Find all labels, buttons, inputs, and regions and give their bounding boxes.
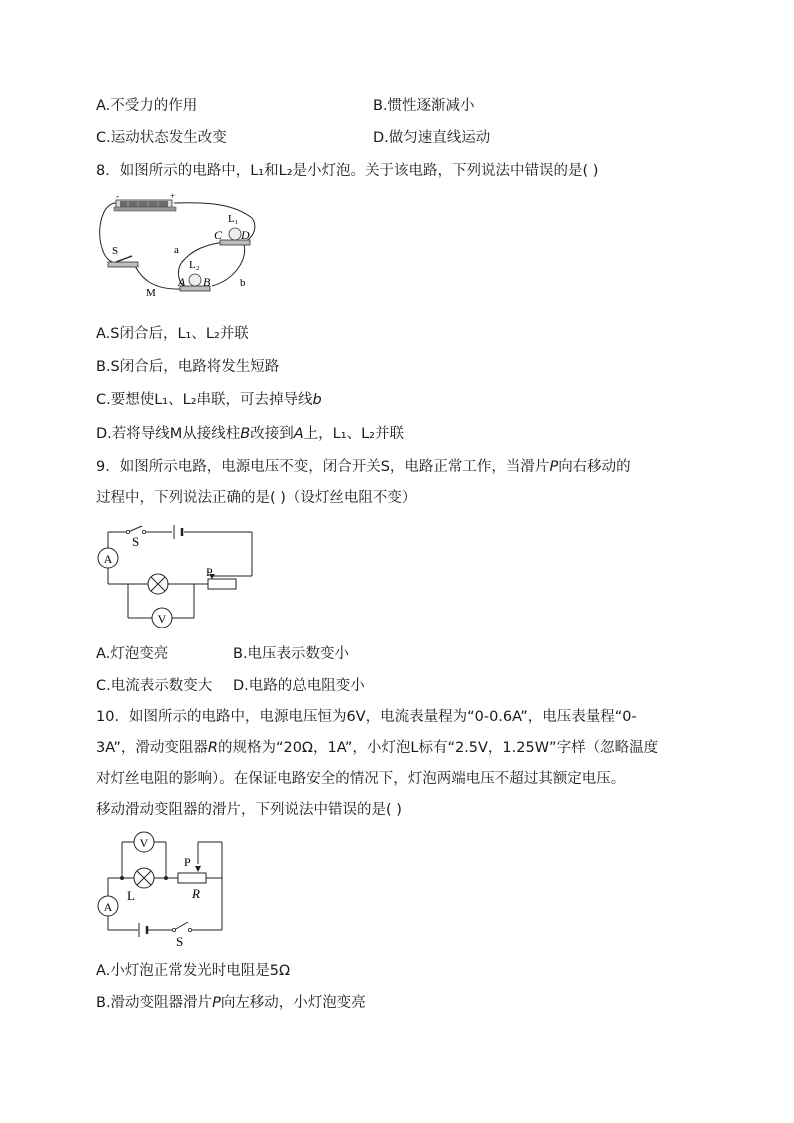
label-s: S xyxy=(132,534,140,549)
label-a-terminal: A xyxy=(178,275,186,289)
q10-stem-line2: 3A”，滑动变阻器R的规格为“20Ω，1A”，小灯泡L标有“2.5V，1.25W”字样（忽略温度 xyxy=(96,740,659,756)
label-r: R xyxy=(192,886,200,901)
battery-icon xyxy=(139,923,147,937)
q7-option-a: A.不受力的作用 xyxy=(96,98,198,114)
q9-option-c: C.电流表示数变大 xyxy=(96,678,213,694)
bulb-icon xyxy=(134,868,154,888)
q9-stem-line1: 9．如图所示电路，电源电压不变，闭合开关S，电路正常工作，当滑片P向右移动的 xyxy=(96,459,631,475)
label-l1: L₁ xyxy=(228,213,239,225)
rheostat-icon xyxy=(178,866,206,883)
label-wire-b: b xyxy=(240,277,246,289)
q7-option-b: B.惯性逐渐减小 xyxy=(373,98,475,114)
q9-option-a: A.灯泡变亮 xyxy=(96,646,169,662)
voltmeter-label: V xyxy=(157,612,167,626)
q9-option-d: D.电路的总电阻变小 xyxy=(233,678,365,694)
q9-option-b: B.电压表示数变小 xyxy=(233,646,350,662)
q10-stem-line1: 10．如图所示的电路中，电源电压恒为6V，电流表量程为“0-0.6A”，电压表量程“0- xyxy=(96,709,637,725)
q8-stem: 8．如图所示的电路中，L₁和L₂是小灯泡。关于该电路，下列说法中错误的是( ) xyxy=(96,163,599,179)
label-d: D xyxy=(241,228,250,242)
q7-option-c: C.运动状态发生改变 xyxy=(96,130,227,146)
q8-option-b: B.S闭合后，电路将发生短路 xyxy=(96,359,280,375)
ammeter-label: A xyxy=(103,900,113,914)
q9-stem-line2: 过程中，下列说法正确的是( )（设灯丝电阻不变） xyxy=(96,490,417,506)
ammeter-label: A xyxy=(103,552,113,566)
label-c: C xyxy=(214,228,223,242)
battery-icon xyxy=(114,200,176,211)
q10-stem-line3: 对灯丝电阻的影响）。在保证电路安全的情况下，灯泡两端电压不超过其额定电压。 xyxy=(96,771,626,787)
label-s: S xyxy=(112,245,119,257)
q8-option-a: A.S闭合后，L₁、L₂并联 xyxy=(96,326,249,342)
battery-minus: - xyxy=(116,191,119,201)
label-l: L xyxy=(127,888,135,903)
q10-option-b: B.滑动变阻器滑片P向左移动，小灯泡变亮 xyxy=(96,995,366,1011)
q10-circuit-figure xyxy=(94,828,234,948)
q8-option-c: C.要想使L₁、L₂串联，可去掉导线b xyxy=(96,392,322,408)
label-p: P xyxy=(184,855,191,869)
label-p: P xyxy=(206,565,213,579)
q10-option-a: A.小灯泡正常发光时电阻是5Ω xyxy=(96,963,291,979)
q8-option-d: D.若将导线M从接线柱B改接到A上，L₁、L₂并联 xyxy=(96,426,404,442)
label-b-terminal: B xyxy=(203,275,211,289)
battery-icon xyxy=(174,525,182,539)
q9-circuit-figure xyxy=(94,518,264,628)
label-wire-a: a xyxy=(174,244,179,256)
switch-icon xyxy=(108,256,138,267)
label-s: S xyxy=(176,934,184,948)
label-m: M xyxy=(146,287,156,299)
q7-option-d: D.做匀速直线运动 xyxy=(373,130,491,146)
bulb-icon xyxy=(148,574,168,594)
q8-circuit-figure xyxy=(94,190,264,302)
battery-plus: + xyxy=(170,191,176,201)
voltmeter-label: V xyxy=(139,836,149,850)
label-l2: L₂ xyxy=(189,259,200,271)
q10-stem-line4: 移动滑动变阻器的滑片，下列说法中错误的是( ) xyxy=(96,802,402,818)
